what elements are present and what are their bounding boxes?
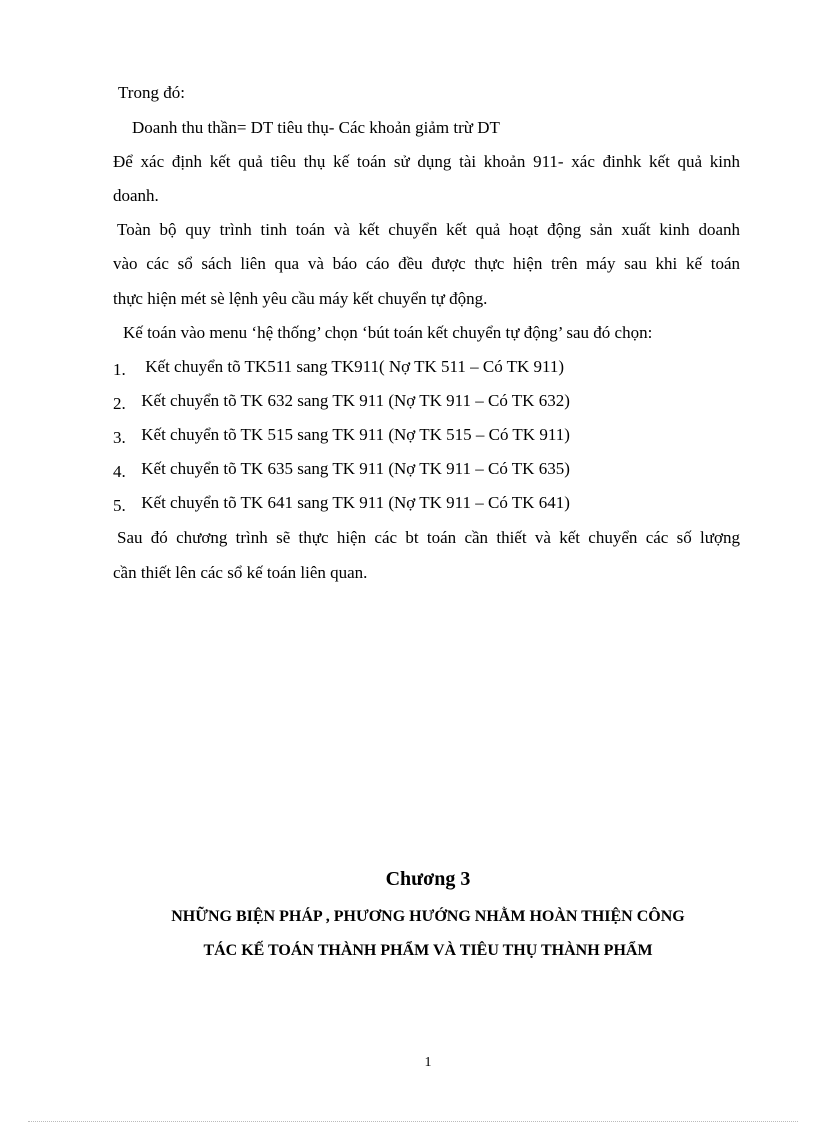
page-bottom-divider [28, 1121, 798, 1122]
list-item-number: 3. [113, 428, 126, 447]
list-item-number: 5. [113, 496, 126, 515]
list-item-number: 2. [113, 394, 126, 413]
paragraph-2-line-2: vào các sổ sách liên qua và báo cáo đều được thực hiện trên máy sau khi kế toán [113, 254, 740, 273]
list-item [113, 424, 570, 446]
paragraph-1-line-1: Để xác định kết quả tiêu thụ kế toán sử dụng tài khoản 911- xác đinhk kết quả kinh [113, 152, 740, 171]
list-item [113, 492, 570, 514]
paragraph-2-line-1: Toàn bộ quy trình tinh toán và kết chuyển kết quả hoạt động sản xuất kinh doanh [117, 220, 740, 239]
paragraph-2-line-3: thực hiện mét sè lệnh yêu cầu máy kết chuyển tự động. [113, 289, 488, 308]
paragraph-3: Kế toán vào menu ‘hệ thống’ chọn ‘bút toán kết chuyển tự động’ sau đó chọn: [123, 323, 653, 342]
list-item-number: 1. [113, 360, 126, 379]
list-item-number: 4. [113, 462, 126, 481]
trong-do-label: Trong đó: [118, 83, 185, 102]
list-item-text: Kết chuyển tõ TK 635 sang TK 911 (Nợ TK 911 – Có TK 635) [141, 459, 570, 478]
paragraph-4-line-1: Sau đó chương trình sẽ thực hiện các bt toán cần thiết và kết chuyển các số lượng [117, 528, 740, 547]
paragraph-4-line-2: cần thiết lên các sổ kế toán liên quan. [113, 563, 368, 582]
list-item [113, 458, 570, 480]
chapter-number: Chương 3 [385, 868, 471, 890]
list-item [113, 356, 564, 378]
list-item-text: Kết chuyển tõ TK 632 sang TK 911 (Nợ TK 911 – Có TK 632) [141, 391, 570, 410]
chapter-title-line-1: NHỮNG BIỆN PHÁP , PHƯƠNG HƯỚNG NHẰM HOÀN THIỆN CÔNG [171, 908, 685, 925]
paragraph-1-line-2: doanh. [113, 186, 159, 205]
list-item [113, 390, 570, 412]
list-item-text: Kết chuyển tõ TK511 sang TK911( Nợ TK 511 – Có TK 911) [145, 357, 565, 376]
page-number: 1 [424, 1055, 432, 1070]
list-item-text: Kết chuyển tõ TK 515 sang TK 911 (Nợ TK 515 – Có TK 911) [141, 425, 570, 444]
list-item-text: Kết chuyển tõ TK 641 sang TK 911 (Nợ TK 911 – Có TK 641) [141, 493, 570, 512]
chapter-title-line-2: TÁC KẾ TOÁN THÀNH PHẨM VÀ TIÊU THỤ THÀNH PHẨM [203, 942, 653, 959]
revenue-formula: Doanh thu thần= DT tiêu thụ- Các khoản giảm trừ DT [132, 118, 500, 137]
